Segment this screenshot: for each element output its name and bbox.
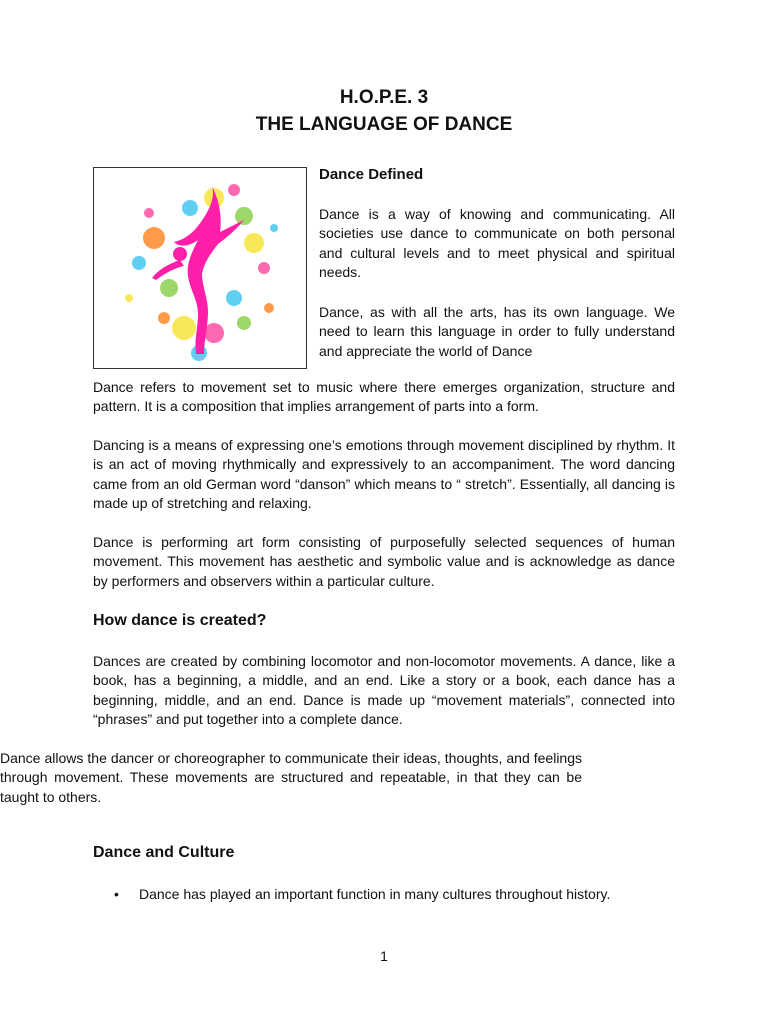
section-heading-culture: Dance and Culture [93, 844, 235, 861]
list-item: • Dance has played an important function in many cultures throughout history. [114, 885, 674, 904]
page-number: 1 [380, 948, 388, 964]
dancer-figure [93, 167, 307, 369]
paragraph-body-3: Dance is performing art form consisting of purposefully selected sequences of human movement. This movement has aesthetic and symbolic value and is acknowledge as dance by performers and observers within a particular culture. [93, 534, 675, 589]
section-heading-dance-defined: Dance Defined [319, 166, 424, 183]
paragraph-created-2: Dance allows the dancer or choreographer to communicate their ideas, thoughts, and feelings through movement. These movements are structured and repeatable, in that they can be taught to others. [0, 750, 582, 805]
paragraph-created-1: Dances are created by combining locomotor and non-locomotor movements. A dance, like a book, has a beginning, a middle, and an end. Like a story or a book, each dance has a beginning, middle, and an end. Dance is made up “movement materials”, connected into “phrases” and put together into a complete dance. [93, 653, 675, 728]
section-heading-how-created: How dance is created? [93, 612, 267, 629]
dancer-splash-icon [94, 168, 306, 368]
document-title-line2: THE LANGUAGE OF DANCE [255, 114, 513, 135]
document-title-line1: H.O.P.E. 3 [339, 87, 429, 108]
paragraph-defined-2: Dance, as with all the arts, has its own language. We need to learn this language in order to fully understand and appreciate the world of Dance [319, 304, 675, 359]
culture-bullet-list [114, 885, 674, 904]
paragraph-body-1: Dance refers to movement set to music where there emerges organization, structure and pattern. It is a composition that implies arrangement of parts into a form. [93, 379, 675, 415]
paragraph-body-2: Dancing is a means of expressing one’s emotions through movement disciplined by rhythm. It is an act of moving rhythmically and expressively to an accompaniment. The word dancing came from an old German word “danson” which means to “ stretch”. Essentially, all dancing is made up of stretching and relaxing. [93, 437, 675, 512]
paragraph-defined-1: Dance is a way of knowing and communicating. All societies use dance to communicate on both personal and cultural levels and to meet physical and spiritual needs. [319, 206, 675, 281]
